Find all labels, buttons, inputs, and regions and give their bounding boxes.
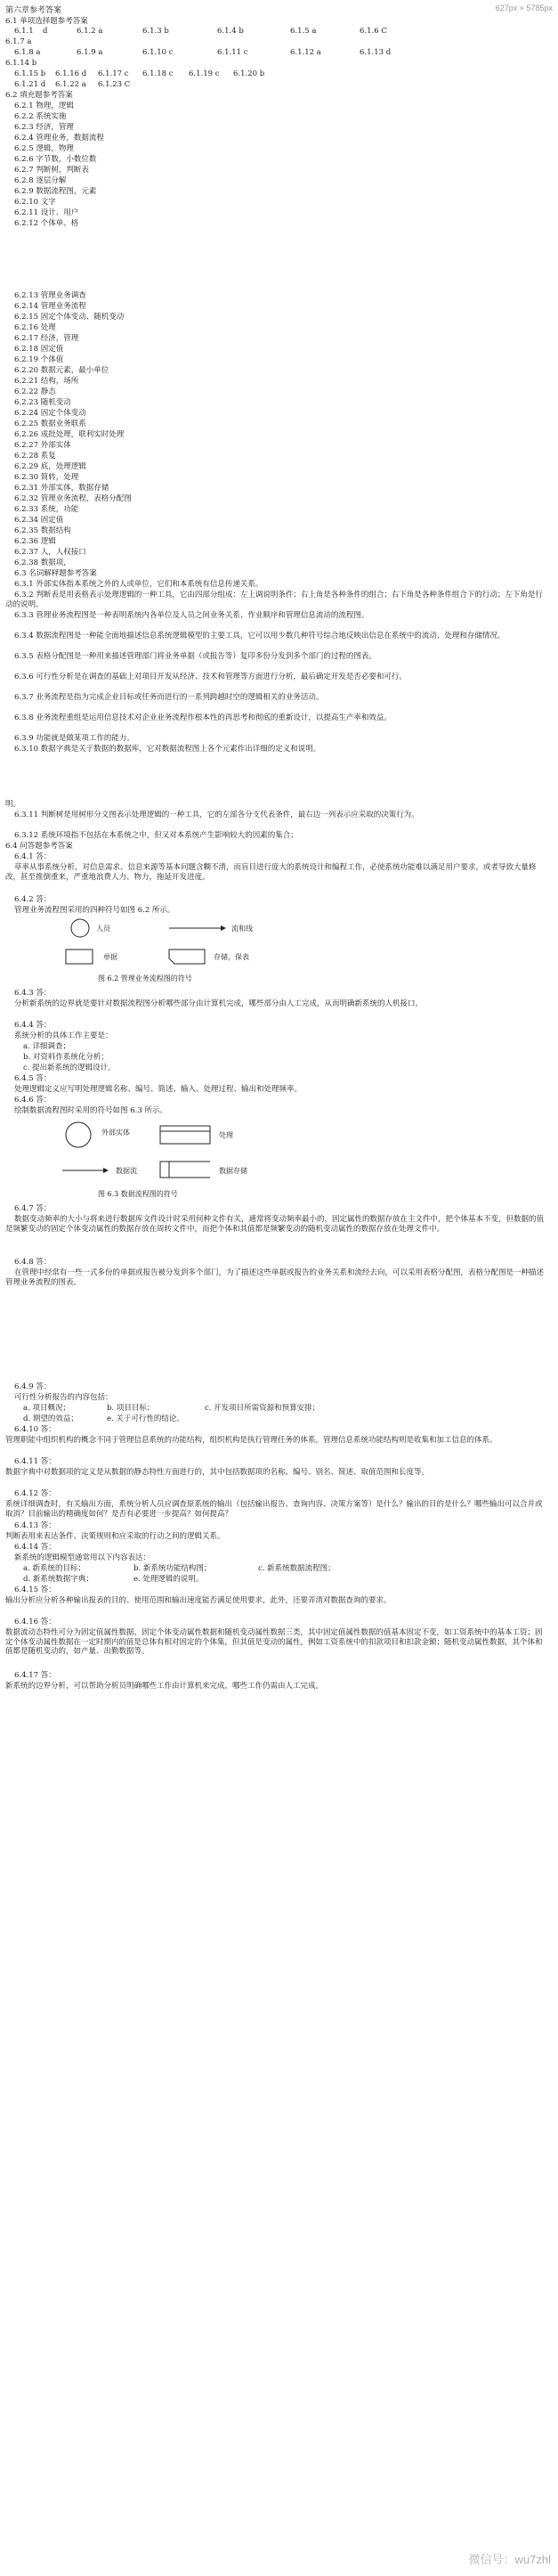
paragraph: 分析新系统的边界就是要针对数据流程图分析哪些部分由计算机完成，哪些部分由人工完成，从而明确新系统的人机接口。: [14, 999, 424, 1008]
paragraph: 绘制数据流程图时采用的符号如图 6.3 所示。: [14, 1106, 167, 1115]
list-item: b. 新系统功能结构图；: [133, 1564, 212, 1573]
paragraph: 6.3.2 判断表是用表格表示处理逻辑的一种工具，它由四部分组成：左上调说明条件；右上角是各种条件的组合；右下角是各种条件组合下的行动；左下角是行动的说明。: [5, 591, 543, 609]
paragraph: 6.3.6 可行性分析是在调查的基础上对项目开发从经济、技术和管理等方面进行分析，最后确定开发是否必要和可行。: [14, 673, 407, 681]
answer-label: 6.4.8 答：: [14, 1258, 52, 1267]
list-item: 6.2.21 结构，场所: [14, 377, 79, 386]
list-item: c. 新系统数据流程图；: [258, 1564, 336, 1573]
paragraph: 新系统的边界分析，可以帮助分析员明确哪些工作由计算机来完成，哪些工作仍需由人工完成。: [5, 1682, 324, 1691]
paragraph: 6.3.3 管理业务流程图是一种表明系统内各单位及人员之间业务关系、作业顺序和管理信息流动的流程图。: [14, 611, 369, 620]
answer: 6.1.20 b: [233, 69, 265, 78]
list-item: 6.2.30 简转，处理: [14, 473, 79, 482]
list-item: 6.2.32 管理业务流程，表格分配图: [14, 494, 132, 503]
answer: 6.1.23 C: [98, 80, 131, 89]
list-item: 6.2.27 外部实体: [14, 441, 71, 450]
paragraph: 系统分析的具体工作主要是：: [14, 1031, 113, 1040]
list-item: 6.2.36 逻辑: [14, 537, 56, 546]
answer: 6.1.5 a: [290, 27, 317, 36]
list-item: 6.2.12 个体单、格: [14, 219, 79, 228]
figure-6-2-svg: [53, 917, 285, 971]
list-item: 6.2.8 逐层分解: [14, 176, 67, 185]
list-item: 6.2.26 成批处理，联利实时处理: [14, 430, 125, 439]
answer: 6.1.13 d: [360, 48, 392, 57]
answer: 6.1.7 a: [5, 37, 32, 46]
answer: d: [43, 27, 48, 36]
person-symbol: [71, 919, 89, 937]
figure-6-3-svg: [53, 1119, 285, 1186]
answer-label: 6.4.15 答：: [14, 1586, 56, 1594]
list-item: 6.2.23 随机变动: [14, 398, 71, 407]
paragraph-continuation: 明。: [5, 800, 21, 809]
list-item: 6.2.24 固定个体变动: [14, 409, 86, 418]
image-dimensions-label: 627px × 5785px: [495, 4, 553, 12]
list-item: 6.2.2 系统实施: [14, 112, 67, 121]
list-item: e. 处理逻辑的说明。: [133, 1575, 204, 1584]
paragraph: 6.3.4 数据流程图是一种能全面地描述信息系统逻辑模型的主要工具，它可以用少数几种符号综合地反映出信息在系统中的流动、处理和存储情况。: [14, 632, 505, 640]
list-item: 6.2.29 底，处理逻辑: [14, 462, 86, 471]
paragraph: 系统详细调查时，有关输出方面，系统分析人员应调查原系统的输出（包括输出报告、查询内容、决策方案等）是什么？输出的目的是什么？哪些输出可以合并或取消？目前输出的精确度如何？是否有必要进一步提高？如何提高？: [5, 1500, 543, 1519]
list-item: 6.2.18 固定值: [14, 345, 64, 354]
answer-label: 6.4.17 答：: [14, 1671, 56, 1680]
answer: 6.1.6 C: [360, 27, 387, 36]
list-item: 6.2.19 个体值: [14, 355, 64, 364]
paragraph: 数据流动态特性可分为固定值属性数据、固定个体变动属性数据和随机变动属性数据三类，其中固定值属性数据的值基本固定不变，如工资系统中的基本工资；固定个体变动属性数据在一定时期内的值是总体有相对固定的个体集，但其值是变动的属性，例如工资系统中的扣款项目和扣款金额；随机变动属性数据，其个体和值都是随机变动的，如产量、出勤数据等。: [5, 1628, 543, 1657]
paragraph: 6.3.1 外部实体指本系统之外的人或单位，它们和本系统有信息传递关系。: [14, 580, 263, 589]
list-item: 6.2.22 静态: [14, 387, 56, 396]
answer: 6.1.18 c: [142, 69, 174, 78]
answer: 6.1.10 c: [142, 48, 174, 57]
list-item: d. 新系统数据字典；: [23, 1575, 93, 1584]
paragraph: 6.3.12 系统环境指不包括在本系统之中，但又对本系统产生影响较大的因素的集合；: [14, 831, 298, 840]
answer-label: 6.4.11 答：: [14, 1457, 56, 1466]
external-entity-label: 外部实体: [101, 1129, 130, 1137]
list-item: 6.2.16 处理: [14, 323, 56, 332]
data-store-symbol: [160, 1162, 210, 1178]
list-item: 6.2.13 管理业务调查: [14, 291, 86, 300]
page-title: 第六章参考答案: [5, 6, 62, 15]
list-item: 6.2.10 文字: [14, 198, 56, 207]
paragraph: 数据字典中对数据项的定义是从数据的静态特性方面进行的，其中包括数据项的名称、编号、别名、简述、取值范围和长度等。: [5, 1468, 430, 1477]
list-item: 6.2.38 数据项，: [14, 558, 71, 567]
list-item: 6.2.34 固定值: [14, 516, 64, 525]
answer-label: 6.4.7 答：: [14, 1204, 52, 1213]
data-store-label: 数据存储: [219, 1167, 247, 1175]
watermark: 微信号：wu7zhl: [468, 2552, 551, 2566]
list-item: 6.2.28 系复: [14, 452, 56, 461]
paragraph: 6.3.9 功能就是做某项工作的能力。: [14, 734, 134, 743]
list-item: 6.2.7 判断树，判断表: [14, 166, 89, 175]
process-symbol-label: 处理: [219, 1131, 233, 1139]
paragraph: 6.3.8 业务流程重组是运用信息技术对企业业务流程作根本性的再思考和彻底的重新设计，以提高生产率和效益。: [14, 713, 392, 722]
figure-6-3-caption: 图 6.3 数据流程图的符号: [98, 1190, 178, 1198]
data-flow-arrowhead: [103, 1168, 109, 1173]
storage-symbol-label: 存储，保表: [214, 953, 249, 961]
answer-label: 6.4.13 答：: [14, 1521, 56, 1530]
answer: 6.1.3 b: [142, 27, 169, 36]
paragraph: 处理逻辑定义应写明处理逻辑名称、编号、简述、输入、处理过程、输出和处理频率。: [14, 1085, 303, 1094]
answer-label: 6.4.2 答：: [14, 895, 52, 904]
paragraph: 草率从事系统分析，对信息需求、信息来源等基本问题含糊不清，而盲目进行庞大的系统设计和编程工作，必使系统功能难以满足用户要求，或者导致大量修改，甚至推倒重来，严重地浪费人力、物力，拖延开发进度。: [5, 863, 537, 882]
answer-label: 6.4.6 答：: [14, 1096, 52, 1105]
list-item: 6.2.25 数据业务联系: [14, 420, 86, 428]
paragraph: 6.3.11 判断树是用树形分文图表示处理逻辑的一种工具，它的左部各分支代表条件，最右边一列表示应采取的决策行为。: [14, 811, 419, 819]
answer-label: 6.4.14 答：: [14, 1543, 56, 1552]
answer-label: 6.4.10 答：: [14, 1425, 56, 1434]
list-item: 6.2.20 数据元素，最小单位: [14, 366, 109, 375]
answer: 6.1.12 a: [290, 48, 321, 57]
list-item: e. 关于可行性的结论。: [107, 1414, 184, 1423]
list-item: 6.2.14 管理业务流程: [14, 302, 86, 311]
data-flow-label: 数据流: [116, 1167, 137, 1175]
list-item: 6.2.6 字节数，小数位数: [14, 155, 97, 164]
paragraph: 可行性分析报告的内容包括：: [14, 1393, 113, 1402]
answer: 6.1.17 c: [98, 69, 129, 78]
list-item: 6.2.3 经济，管理: [14, 123, 74, 132]
section-6-4-heading: 6.4 问答题参考答案: [5, 842, 73, 851]
answer-label: 6.4.3 答：: [14, 989, 52, 998]
answer: 6.1.16 d: [55, 69, 87, 78]
section-6-3-heading: 6.3 名词解释题参考答案: [14, 569, 97, 578]
answer: 6.1.11 c: [217, 48, 248, 57]
list-item: 6.2.1 物理，逻辑: [14, 102, 74, 110]
process-symbol: [160, 1126, 210, 1144]
paragraph: 判断表用来表达条件、决策规则和应采取的行动之间的逻辑关系。: [5, 1532, 225, 1541]
answer: 6.1.9 a: [77, 48, 103, 57]
answer-label: 6.4.12 答：: [14, 1489, 56, 1498]
paragraph: 在管理中经常有一些一式多份的单据或报告被分发到多个部门，为了描述这些单据或报告的业务关系和流经去向，可以采用表格分配图，表格分配图是一种描述管理业务流程的图表。: [5, 1268, 545, 1287]
list-item: 6.2.11 设计、用户: [14, 208, 79, 217]
paragraph: 输出分析应分析各种输出报表的目的、使用范围和输出速度能否满足使用要求，此外，还要弄清对数据查询的要求。: [5, 1596, 392, 1605]
document-symbol: [66, 950, 93, 964]
answer: 6.1.19 c: [189, 69, 220, 78]
answer: 6.1.2 a: [77, 27, 103, 36]
list-item: c. 提出新系统的逻辑设计。: [23, 1064, 116, 1072]
list-item: 6.2.31 外部实体，数据存储: [14, 484, 109, 493]
answer: 6.1.22 a: [55, 80, 86, 89]
section-6-1-heading: 6.1 单项选择题参考答案: [5, 17, 88, 26]
answer-label: 6.4.9 答：: [14, 1382, 52, 1391]
answer: 6.1.8 a: [14, 48, 41, 57]
list-item: d. 期望的效益；: [23, 1414, 78, 1423]
answer-label: 6.4.4 答：: [14, 1021, 52, 1030]
paragraph: 6.3.7 业务流程是指为完成企业目标或任务而进行的一系列跨越时空的逻辑相关的业务活动。: [14, 693, 324, 702]
list-item: 6.2.4 管理业务，数据流程: [14, 134, 104, 143]
list-item: 6.2.9 数据流程图，元素: [14, 187, 97, 196]
paragraph: 新系统的逻辑模型通常用以下内容表达：: [14, 1553, 151, 1562]
answer: 6.1.14 b: [5, 59, 37, 68]
answer: 6.1.21 d: [14, 80, 46, 89]
list-item: a. 详细调查；: [23, 1042, 70, 1051]
list-item: c. 开发项目所需资源和预算安排；: [205, 1404, 320, 1413]
figure-6-2: [53, 917, 285, 971]
section-6-2-heading: 6.2 填充题参考答案: [5, 91, 73, 100]
list-item: b. 项目目标；: [107, 1404, 155, 1413]
list-item: a. 新系统的目标；: [23, 1564, 85, 1573]
flow-symbol-label: 流和线: [231, 925, 253, 933]
answer: 6.1.15 b: [14, 69, 46, 78]
answer-label: 6.4.16 答：: [14, 1618, 56, 1626]
answer: 6.1.4 b: [217, 27, 244, 36]
list-item: 6.2.35 数据结构: [14, 526, 71, 535]
storage-symbol: [169, 950, 205, 964]
paragraph: 管理业务流程图采用的四种符号如图 6.2 所示。: [14, 906, 175, 915]
list-item: 6.2.15 固定个体变动、随机变动: [14, 313, 125, 322]
paragraph: 6.3.10 数据字典是关于数据的数据库，它对数据流程图上各个元素作出详细的定义和说明。: [14, 745, 321, 754]
answer-label: 6.4.5 答：: [14, 1074, 52, 1083]
document-symbol-label: 单据: [103, 953, 117, 961]
person-symbol-label: 人员: [96, 925, 110, 933]
list-item: 6.2.5 逻辑，物理: [14, 144, 74, 153]
answer-label: 6.4.1 答：: [14, 852, 52, 861]
paragraph: 管理职能中组织机构的概念不同于管理信息系统的功能结构，组织机构是执行管理任务的体系，管理信息系统功能结构则是收集和加工信息的体系。: [5, 1436, 497, 1445]
paragraph: 6.3.5 表格分配图是一种用来描述管理部门将业务单据（或报告等）复印多份分发到多个部门的过程的图表。: [14, 652, 376, 661]
answer: 6.1.1: [14, 27, 34, 36]
list-item: 6.2.37 人，人权接口: [14, 548, 86, 557]
flow-arrowhead: [221, 925, 226, 931]
list-item: 6.2.17 经济，管理: [14, 334, 79, 343]
list-item: 6.2.33 系统，功能: [14, 505, 79, 514]
external-entity-symbol: [66, 1122, 91, 1147]
paragraph: 数据变动频率的大小与将来进行数据库文件设计时采用何种文件有关，通常将变动频率最小的，固定属性的数据存放在主文件中，把个体基本不变，但数据的值是频繁变动的固定个体变动属性的数据存放在周转文件中，而把个体和其值都是频繁变动的随机变动属性的数据存放在处理文件中。: [5, 1215, 545, 1234]
list-item: a. 项目概况；: [23, 1404, 70, 1413]
list-item: b. 对资料作系统化分析；: [23, 1053, 109, 1062]
figure-6-2-caption: 图 6.2 管理业务流程图的符号: [98, 974, 192, 982]
figure-6-3: [53, 1119, 285, 1186]
